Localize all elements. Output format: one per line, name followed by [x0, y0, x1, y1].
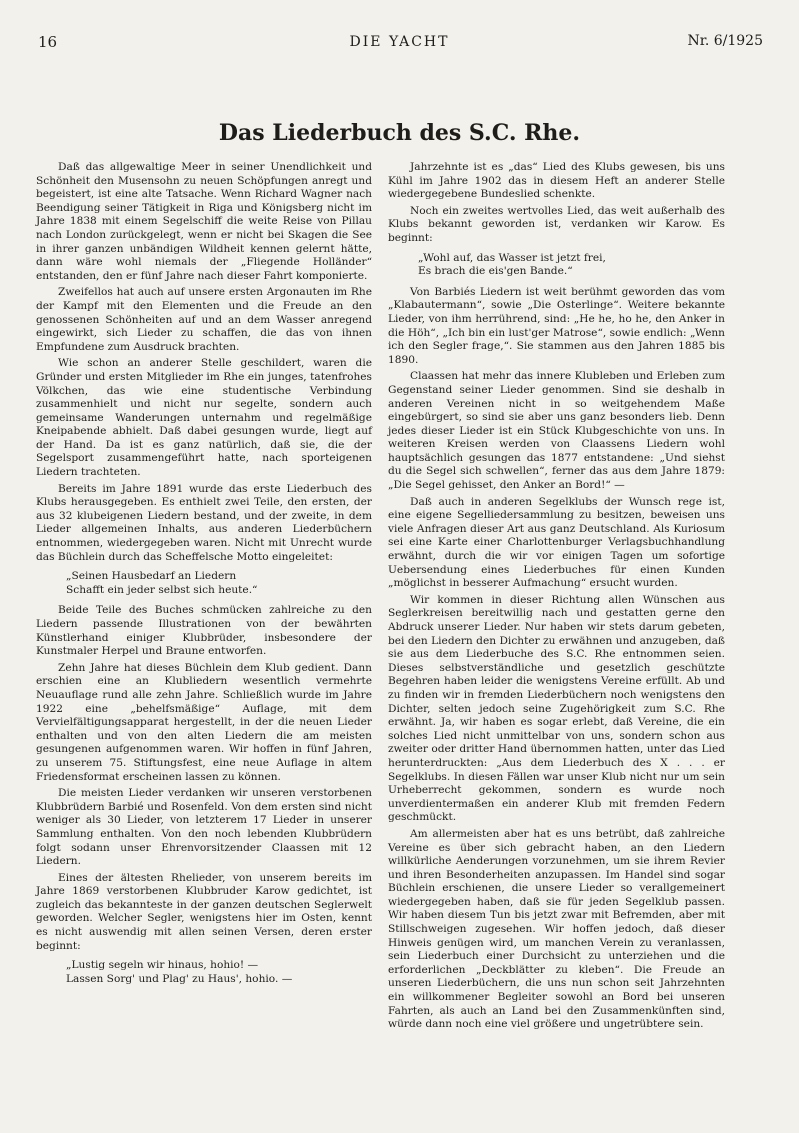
verse-line: „Lustig segeln wir hinaus, hohio! —	[66, 959, 259, 972]
paragraph: Am allermeisten aber hat es uns betrübt, daß zahlreiche Vereine es über sich gebracht haben, an den Liedern willkürliche Aenderungen vorzunehmen, um sie ihrem Revier und ihren Besonderheiten anzupassen. Im Handel sind sogar Büchlein erschienen, die unsere Lieder so verallgemeinert wiedergegeben haben, daß sie für jeden Segelklub passen. Wir haben diesem Tun bis jetzt zwar mit Befremden, aber mit Stillschweigen zugesehen. Wir hoffen jedoch, daß dieser Hinweis genügen wird, um manchen Verein zu veranlassen, sein Liederbuch einer Durchsicht zu unterziehen und die erforderlichen „Deckblätter zu kleben“. Die Freude an unseren Liederbüchern, die uns nun schon seit Jahrzehnten ein willkommener Begleiter sowohl an Bord bei unseren Fahrten, als auch an Land bei den Zusammenkünften sind, würde dann noch eine viel größere und ungetrübtere sein.	[388, 827, 725, 1031]
paragraph: Wir kommen in dieser Richtung allen Wünschen aus Seglerkreisen bereitwillig nach und gestatten gerne den Abdruck unserer Lieder. Nur haben wir stets darum gebeten, bei den Liedern den Dichter zu erwähnen und anzugeben, daß sie aus dem Liederbuche des S.C. Rhe entnommen seien. Dieses selbstverständliche und gesetzlich geschützte Begehren haben leider die wenigstens Vereine erfüllt. Ab und zu finden wir in fremden Liederbüchern noch wenigstens den Dichter, selten jedoch seine Zugehörigkeit zum S.C. Rhe erwähnt. Ja, wir haben es sogar erlebt, daß Vereine, die ein solches Lied nicht unmittelbar von uns, sondern schon aus zweiter oder dritter Hand übernommen hatten, unter das Lied herunterdruckten: „Aus dem Liederbuch des X . . . er Segelklubs. In diesen Fällen war unser Klub nicht nur um sein Urheberrecht gekommen, sondern es wurde noch unverdientermaßen ein anderer Klub mit fremden Federn geschmückt.	[388, 593, 725, 824]
verse-line: Schafft ein jeder selbst sich heute.“	[66, 583, 258, 596]
paragraph: Noch ein zweites wertvolles Lied, das weit außerhalb des Klubs bekannt geworden ist, verdanken wir Karow. Es beginnt:	[388, 204, 725, 244]
paragraph: Claassen hat mehr das innere Klubleben und Erleben zum Gegenstand seiner Lieder genommen. Sind sie deshalb in anderen Vereinen nicht in so weitgehendem Maße eingebürgert, so sind sie aber uns ganz besonders lieb. Denn jedes dieser Lieder ist ein Stück Klubgeschichte von uns. In weiteren Kreisen werden von Claassens Liedern wohl hauptsächlich gesungen das 1877 entstandene: „Und siehst du die Segel sich schwellen“, ferner das aus dem Jahre 1879: „Die Segel gehisset, den Anker an Bord!“ —	[388, 370, 725, 492]
paragraph: Eines der ältesten Rhelieder, von unserem bereits im Jahre 1869 verstorbenen Klubbruder Karow gedichtet, ist zugleich das bekannteste in der ganzen deutschen Seglerwelt geworden. Welcher Segler, wenigstens hier im Osten, kennt es nicht auswendig mit allen seinen Versen, deren erster beginnt:	[36, 871, 372, 952]
paragraph: Die meisten Lieder verdanken wir unseren verstorbenen Klubbrüdern Barbié und Rosenfeld. Von dem ersten sind nicht weniger als 30 Lieder, von letzterem 17 Lieder in unserer Sammlung enthalten. Von den noch lebenden Klubbrüdern folgt sodann unser Ehrenvorsitzender Claassen mit 12 Liedern.	[36, 787, 372, 868]
verse-line: Es brach die eis'gen Bande.“	[418, 265, 573, 278]
paragraph: Bereits im Jahre 1891 wurde das erste Liederbuch des Klubs herausgegeben. Es enthielt zwei Teile, den ersten, der aus 32 klubeigenen Liedern bestand, und der zweite, in dem Lieder allgemeinen Inhalts, aus anderen Liederbüchern entnommen, wiedergegeben waren. Nicht mit Unrecht wurde das Büchlein durch das Scheffelsche Motto eingeleitet:	[36, 482, 372, 563]
verse-line: „Seinen Hausbedarf an Liedern	[66, 570, 237, 583]
article-title: Das Liederbuch des S.C. Rhe.	[218, 120, 581, 146]
verse-line: „Wohl auf, das Wasser ist jetzt frei,	[418, 251, 606, 264]
paragraph: Wie schon an anderer Stelle geschildert, waren die Gründer und ersten Mitglieder im Rhe ein junges, tatenfrohes Völkchen, das wie eine studentische Verbindung zusammenhielt und nicht nur segelte, sondern auch gemeinsame Wanderungen unternahm und regelmäßige Kneipabende abhielt. Daß dabei gesungen wurde, liegt auf der Hand. Da ist es ganz natürlich, daß sie, die der Segelsport zusammengeführt hatte, nach sporteigenen Liedern trachteten.	[36, 357, 372, 479]
paragraph: Daß das allgewaltige Meer in seiner Unendlichkeit und Schönheit den Musensohn zu neuen Schöpfungen anregt und begeistert, ist eine alte Tatsache. Wenn Richard Wagner nach Beendigung seiner Tätigkeit in Riga und Königsberg nicht im Jahre 1838 mit einem Segelschiff die weite Reise von Pillau nach London zurückgelegt, wenn er nicht bei Skagen die See in ihrer ganzen unbändigen Wildheit kennen gelernt hätte, dann wäre wohl niemals der „Fliegende Holländer“ entstanden, den er fünf Jahre nach dieser Fahrt komponierte.	[36, 161, 372, 282]
left-column	[36, 161, 372, 993]
verse-quote	[66, 570, 372, 597]
right-column	[388, 161, 725, 1035]
verse-line: Lassen Sorg' und Plag' zu Haus', hohio. —	[66, 972, 293, 985]
verse-quote	[418, 252, 725, 279]
paragraph: Daß auch in anderen Segelklubs der Wunsch rege ist, eine eigene Segelliedersammlung zu besitzen, beweisen uns viele Anfragen dieser Art aus ganz Deutschland. Als Kuriosum sei eine Karte einer Charlottenburger Verlagsbuchhandlung erwähnt, durch die wir vor einigen Tagen um sofortige Uebersendung eines Liederbuches für einen Kunden „möglichst in besserer Aufmachung“ ersucht wurden.	[388, 495, 725, 590]
issue-number: Nr. 6/1925	[687, 33, 763, 49]
running-title: DIE YACHT	[349, 34, 450, 50]
page-number: 16	[38, 33, 58, 51]
paragraph: Beide Teile des Buches schmücken zahlreiche zu den Liedern passende Illustrationen von der bewährten Künstlerhand einiger Klubbrüder, insbesondere der Kunstmaler Herpel und Braune entworfen.	[36, 604, 372, 658]
paragraph: Zweifellos hat auch auf unsere ersten Argonauten im Rhe der Kampf mit den Elementen und die Freude an den genossenen Schönheiten auf und an dem Wasser anregend eingewirkt, sich Lieder zu schaffen, die das von ihnen Empfundene zum Ausdruck brachten.	[36, 286, 372, 353]
paragraph: Zehn Jahre hat dieses Büchlein dem Klub gedient. Dann erschien eine an Klubliedern wesentlich vermehrte Neuauflage rund alle zehn Jahre. Schließlich wurde im Jahre 1922 eine „behelfsmäßige“ Auflage, mit dem Vervielfältigungsapparat hergestellt, in der die neuen Lieder enthalten und von den alten Liedern die am meisten gesungenen aufgenommen waren. Wir hoffen in fünf Jahren, zu unserem 75. Stiftungsfest, eine neue Auflage in altem Friedensformat erscheinen lassen zu können.	[36, 661, 372, 783]
paragraph: Jahrzehnte ist es „das“ Lied des Klubs gewesen, bis uns Kühl im Jahre 1902 das in diesem Heft an anderer Stelle wiedergegebene Bundeslied schenkte.	[388, 161, 725, 201]
verse-quote	[66, 959, 372, 986]
page-header	[0, 33, 799, 57]
paragraph: Von Barbiés Liedern ist weit berühmt geworden das vom „Klabautermann“, sowie „Die Osterlinge“. Weitere bekannte Lieder, von ihm herrührend, sind: „He he, ho he, den Anker in die Höh“, „Ich bin ein lust'ger Matrose“, sowie endlich: „Wenn ich den Segler frage,“. Sie stammen aus den Jahren 1885 bis 1890.	[388, 285, 725, 366]
